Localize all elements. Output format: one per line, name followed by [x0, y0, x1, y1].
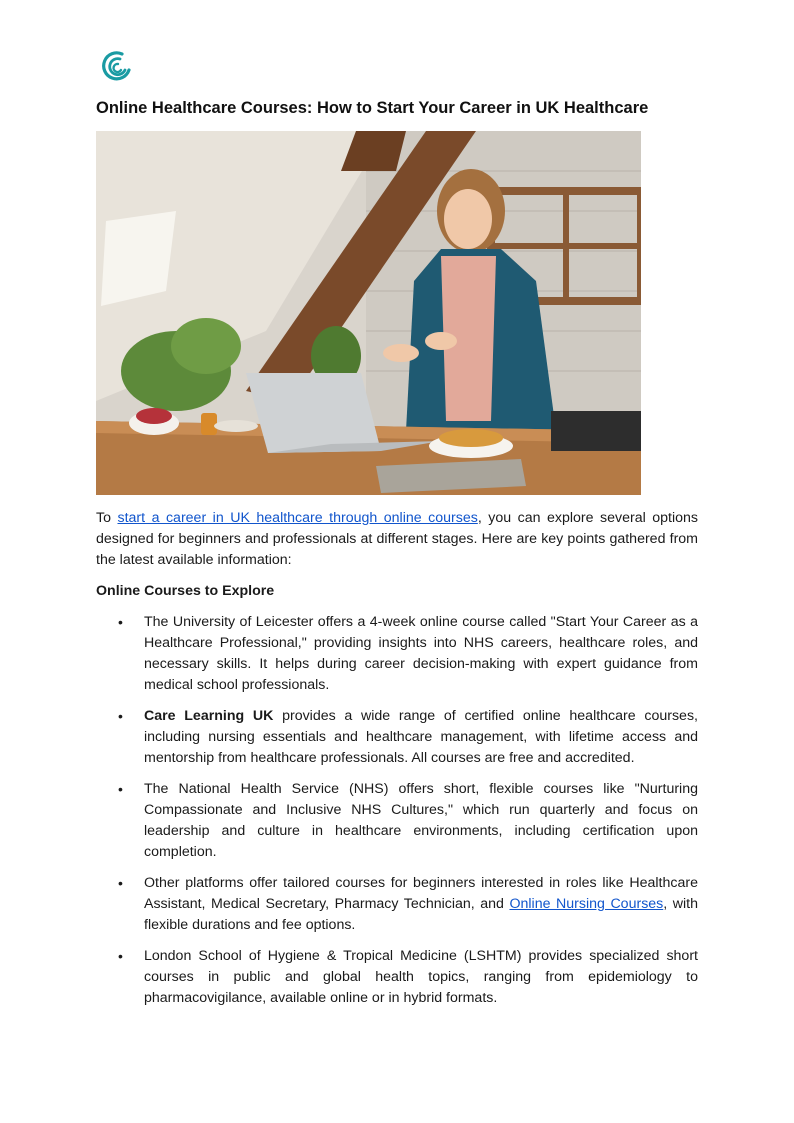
bullet-icon: •	[118, 708, 123, 724]
courses-list	[96, 612, 698, 1019]
bullet-icon: •	[118, 781, 123, 797]
item-bold-text: Care Learning UK	[144, 708, 274, 724]
intro-text-before: To	[96, 510, 118, 526]
healthcare-career-link[interactable]: start a career in UK healthcare through online courses	[117, 510, 478, 526]
bullet-icon: •	[118, 875, 123, 891]
page-title: Online Healthcare Courses: How to Start Your Career in UK Healthcare	[96, 99, 649, 117]
list-item	[96, 779, 698, 863]
swirl-logo-icon	[100, 50, 132, 82]
intro-paragraph	[96, 508, 698, 571]
item-text-after: , with flexible durations and fee options.	[144, 896, 698, 933]
item-text: The National Health Service (NHS) offers short, flexible courses like "Nurturing Compassionate and Inclusive NHS Cultures," which run quarterly and focus on leadership and culture in healthcare environments, including certification upon completion.	[144, 781, 698, 860]
woman-using-laptop-photo	[96, 131, 641, 495]
online-nursing-courses-link[interactable]: Online Nursing Courses	[509, 896, 664, 912]
bullet-icon: •	[118, 948, 123, 964]
item-text-before: Other platforms offer tailored courses for beginners interested in roles like Healthcare Assistant, Medical Secretary, Pharmacy Technician, and	[144, 875, 698, 912]
list-item	[96, 946, 698, 1009]
intro-text-after: , you can explore several options designed for beginners and professionals at different stages. Here are key points gathered from the latest available information:	[96, 510, 698, 568]
list-item	[96, 612, 698, 696]
bullet-icon: •	[118, 614, 123, 630]
section-heading: Online Courses to Explore	[96, 583, 275, 599]
item-text: The University of Leicester offers a 4-week online course called "Start Your Career as a Healthcare Professional," providing insights into NHS careers, healthcare roles, and necessary skills. It helps during career decision-making with expert guidance from medical school professionals.	[144, 614, 698, 693]
item-text: London School of Hygiene & Tropical Medicine (LSHTM) provides specialized short courses in public and global health topics, ranging from epidemiology to pharmacovigilance, available online or in hybrid formats.	[144, 948, 698, 1006]
list-item	[96, 706, 698, 769]
item-text: provides a wide range of certified online healthcare courses, including nursing essentials and healthcare management, with lifetime access and mentorship from healthcare professionals. All courses are free and accredited.	[144, 708, 698, 766]
list-item	[96, 873, 698, 936]
